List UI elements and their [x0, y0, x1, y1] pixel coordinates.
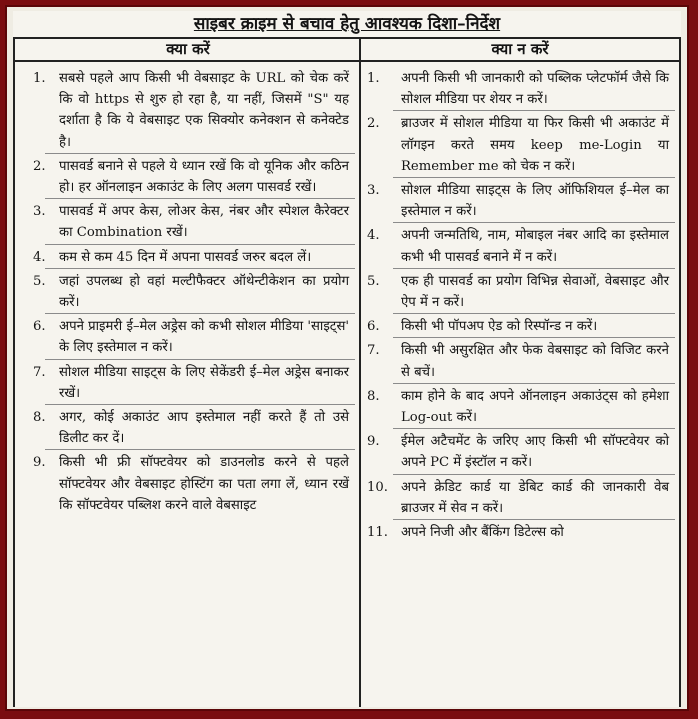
dont-item-9 [363, 429, 679, 474]
item-text: किसी भी पॉपअप ऐड को रिस्पॉन्ड न करें। [401, 319, 598, 335]
item-text: ब्राउजर में सोशल मीडिया या फिर किसी भी अकाउंट में लॉगइन करते समय keep me-Login या Remember me को चेक न करें। [401, 116, 669, 174]
do-item-8 [15, 405, 359, 450]
do-item-1 [15, 66, 359, 154]
guidelines-table [13, 38, 681, 707]
item-text: सोशल मीडिया साइट्स के लिए सेकेंडरी ई–मेल अड्रेस बनाकर रखें। [59, 364, 349, 401]
column-divider [359, 38, 361, 707]
do-item-4 [15, 245, 359, 269]
item-number: 6. [367, 319, 380, 335]
do-item-3 [15, 199, 359, 244]
do-item-9 [15, 450, 359, 517]
title-text: साइबर क्राइम से बचाव हेतु आवश्यक दिशा–निर्देश [193, 14, 501, 34]
item-number: 8. [33, 410, 46, 426]
dont-item-4 [363, 223, 679, 268]
item-number: 2. [33, 158, 46, 174]
item-number: 3. [367, 183, 380, 199]
dont-item-10 [363, 475, 679, 520]
dont-item-5 [363, 269, 679, 314]
item-number: 6. [33, 319, 46, 335]
item-number: 10. [367, 479, 388, 495]
dos-column [15, 66, 359, 707]
dont-item-3 [363, 178, 679, 223]
donts-heading: क्या न करें [361, 38, 679, 62]
dont-item-8 [363, 384, 679, 429]
item-text: किसी भी असुरक्षित और फेक वेबसाइट को विजिट करने से बचें। [401, 343, 669, 380]
item-number: 3. [33, 204, 46, 220]
do-item-2 [15, 154, 359, 199]
item-text: ईमेल अटैचमेंट के जरिए आए किसी भी सॉफ्टवेयर को अपने PC में इंस्टॉल न करें। [401, 434, 669, 471]
item-text: सोशल मीडिया साइट्स के लिए ऑफिशियल ई–मेल का इस्तेमाल न करें। [401, 183, 669, 220]
document-title [13, 11, 681, 39]
item-number: 1. [367, 71, 380, 86]
item-text: अपनी जन्मतिथि, नाम, मोबाइल नंबर आदि का इस्तेमाल कभी भी पासवर्ड बनाने में न करें। [401, 228, 669, 265]
dont-item-1 [363, 66, 679, 111]
dont-item-11 [363, 520, 679, 544]
item-text: काम होने के बाद अपने ऑनलाइन अकाउंट्स को हमेशा Log-out करें। [401, 388, 669, 426]
item-text: अगर, कोई अकाउंट आप इस्तेमाल नहीं करते हैं तो उसे डिलीट कर दें। [59, 410, 349, 447]
item-number: 5. [367, 273, 380, 289]
item-text: अपनी किसी भी जानकारी को पब्लिक प्लेटफॉर्म जैसे कि सोशल मीडिया पर शेयर न करें। [401, 71, 669, 108]
item-number: 9. [367, 434, 380, 450]
item-number: 11. [367, 525, 388, 541]
item-number: 1. [33, 71, 46, 86]
item-number: 8. [367, 388, 380, 404]
item-text: अपने निजी और बैंकिंग डिटेल्स को [401, 525, 564, 541]
item-number: 9. [33, 455, 46, 471]
item-text: पासवर्ड बनाने से पहले ये ध्यान रखें कि वो यूनिक और कठिन हो। हर ऑनलाइन अकाउंट के लिए अलग पासवर्ड रखें। [59, 158, 349, 196]
item-number: 4. [367, 228, 380, 244]
do-item-5 [15, 269, 359, 314]
item-number: 4. [33, 249, 46, 265]
do-item-6 [15, 314, 359, 359]
item-text: कम से कम 45 दिन में अपना पासवर्ड जरुर बदल लें। [59, 249, 312, 265]
item-text: पासवर्ड में अपर केस, लोअर केस, नंबर और स्पेशल कैरेक्टर का Combination रखें। [59, 204, 349, 241]
item-text: अपने क्रेडिट कार्ड या डेबिट कार्ड की जानकारी वेब ब्राउजर में सेव न करें। [401, 479, 669, 516]
item-text: एक ही पासवर्ड का प्रयोग विभिन्न सेवाओं, वेबसाइट और ऐप में न करें। [401, 273, 669, 311]
item-number: 5. [33, 273, 46, 289]
item-text: किसी भी फ्री सॉफ्टवेयर को डाउनलोड करने से पहले सॉफ्टवेयर और वेबसाइट होस्टिंग का पता लगा लें, ध्यान रखें कि सॉफ्टवेयर पब्लिश करने वाले वेबसाइट [59, 455, 349, 513]
item-number: 7. [33, 364, 46, 380]
do-item-7 [15, 360, 359, 405]
dos-heading: क्या करें [15, 38, 361, 62]
dont-item-7 [363, 338, 679, 383]
item-text: सबसे पहले आप किसी भी वेबसाइट के URL को चेक करें कि वो https से शुरु हो रहा है, या नहीं, जिसमें "S" यह दर्शाता है कि ये वेबसाइट एक सिक्योर कनेक्शन से कनेक्टेड है। [59, 71, 349, 150]
document-frame [5, 5, 689, 711]
item-number: 7. [367, 343, 380, 359]
donts-column [363, 66, 679, 707]
item-text: जहां उपलब्ध हो वहां मल्टीफैक्टर ऑथेन्टीकेशन का प्रयोग करें। [59, 273, 349, 311]
document-sheet [13, 11, 681, 707]
item-text: अपने प्राइमरी ई–मेल अड्रेस को कभी सोशल मीडिया 'साइट्स' के लिए इस्तेमाल न करें। [59, 319, 349, 356]
dont-item-2 [363, 111, 679, 178]
dont-item-6 [363, 314, 679, 338]
item-number: 2. [367, 116, 380, 132]
